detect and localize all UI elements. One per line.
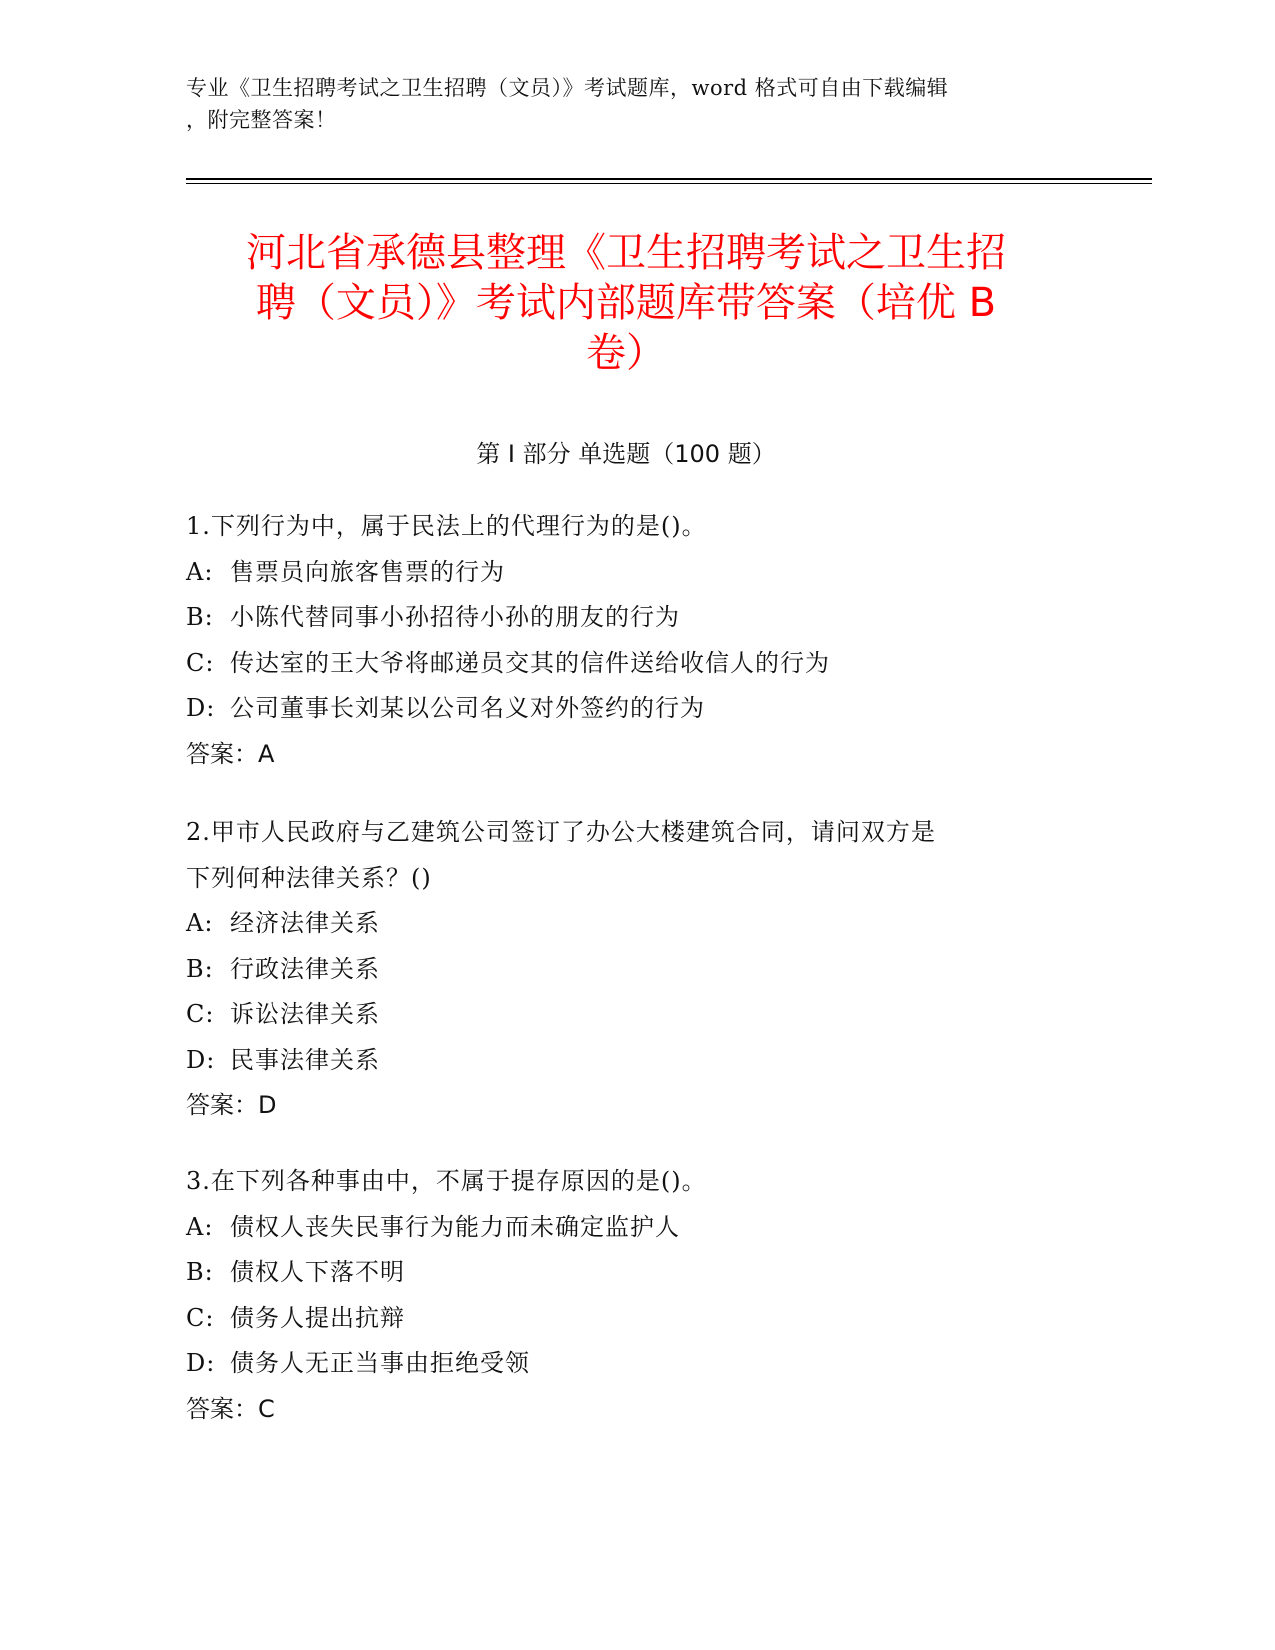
option-letter: B: — [186, 603, 214, 631]
header-note — [186, 72, 1066, 136]
option-text: 诉讼法律关系 — [230, 1000, 380, 1028]
question-stem: 3.在下列各种事由中，不属于提存原因的是()。 — [186, 1167, 707, 1195]
title-line-1: 河北省承德县整理《卫生招聘考试之卫生招 — [246, 230, 1006, 276]
option-text: 小陈代替同事小孙招待小孙的朋友的行为 — [230, 603, 680, 631]
option-letter: B: — [186, 1258, 214, 1286]
option-text: 债务人提出抗辩 — [230, 1303, 405, 1332]
option-letter: D: — [186, 1349, 216, 1377]
option-letter: D: — [186, 694, 216, 722]
option-c — [186, 992, 1086, 1038]
title-line-2: 聘（文员）》考试内部题库带答案（培优 B — [255, 280, 997, 326]
option-text: 行政法律关系 — [230, 954, 380, 983]
header-rule-thick — [186, 178, 1152, 180]
header-note-line-1: 专业《卫生招聘考试之卫生招聘（文员）》考试题库，word 格式可自由下载编辑 — [186, 76, 949, 100]
question-stem: 1.下列行为中，属于民法上的代理行为的是()。 — [186, 512, 707, 540]
option-d — [186, 686, 1086, 732]
option-a — [186, 550, 1086, 596]
option-text: 传达室的王大爷将邮递员交其的信件送给收信人的行为 — [230, 648, 830, 677]
option-letter: A: — [186, 909, 214, 937]
option-letter: C: — [186, 648, 215, 677]
question-2 — [186, 810, 1086, 1129]
option-letter: C: — [186, 1303, 215, 1332]
option-b — [186, 1250, 1086, 1296]
option-text: 债权人下落不明 — [230, 1258, 405, 1286]
question-stem: 2.甲市人民政府与乙建筑公司签订了办公大楼建筑合同，请问双方是 — [186, 818, 936, 846]
option-c — [186, 1296, 1086, 1342]
option-text: 债权人丧失民事行为能力而未确定监护人 — [230, 1212, 680, 1241]
option-b — [186, 947, 1086, 993]
option-letter: A: — [186, 557, 214, 586]
header-note-line-2: ，附完整答案！ — [186, 108, 337, 132]
option-d — [186, 1038, 1086, 1084]
option-text: 售票员向旅客售票的行为 — [230, 557, 505, 586]
option-letter: A: — [186, 1212, 214, 1241]
option-letter: B: — [186, 954, 214, 983]
option-text: 公司董事长刘某以公司名义对外签约的行为 — [230, 694, 705, 722]
question-1 — [186, 504, 1086, 777]
answer: 答案：D — [186, 1091, 277, 1119]
option-c — [186, 641, 1086, 687]
answer: 答案：A — [186, 739, 275, 768]
document-title — [186, 228, 1066, 378]
option-text: 民事法律关系 — [230, 1045, 380, 1074]
option-d — [186, 1341, 1086, 1387]
option-a — [186, 1205, 1086, 1251]
option-text: 债务人无正当事由拒绝受领 — [230, 1349, 530, 1377]
section-title: 第 I 部分 单选题（100 题） — [476, 440, 776, 468]
question-stem-continued: 下列何种法律关系？() — [186, 863, 432, 892]
option-b — [186, 595, 1086, 641]
option-letter: D: — [186, 1045, 216, 1074]
option-letter: C: — [186, 1000, 215, 1028]
header-rule-thin — [186, 183, 1152, 184]
title-line-3: 卷） — [586, 330, 666, 376]
option-text: 经济法律关系 — [230, 909, 380, 937]
question-3 — [186, 1159, 1086, 1432]
answer: 答案：C — [186, 1394, 275, 1423]
option-a — [186, 901, 1086, 947]
